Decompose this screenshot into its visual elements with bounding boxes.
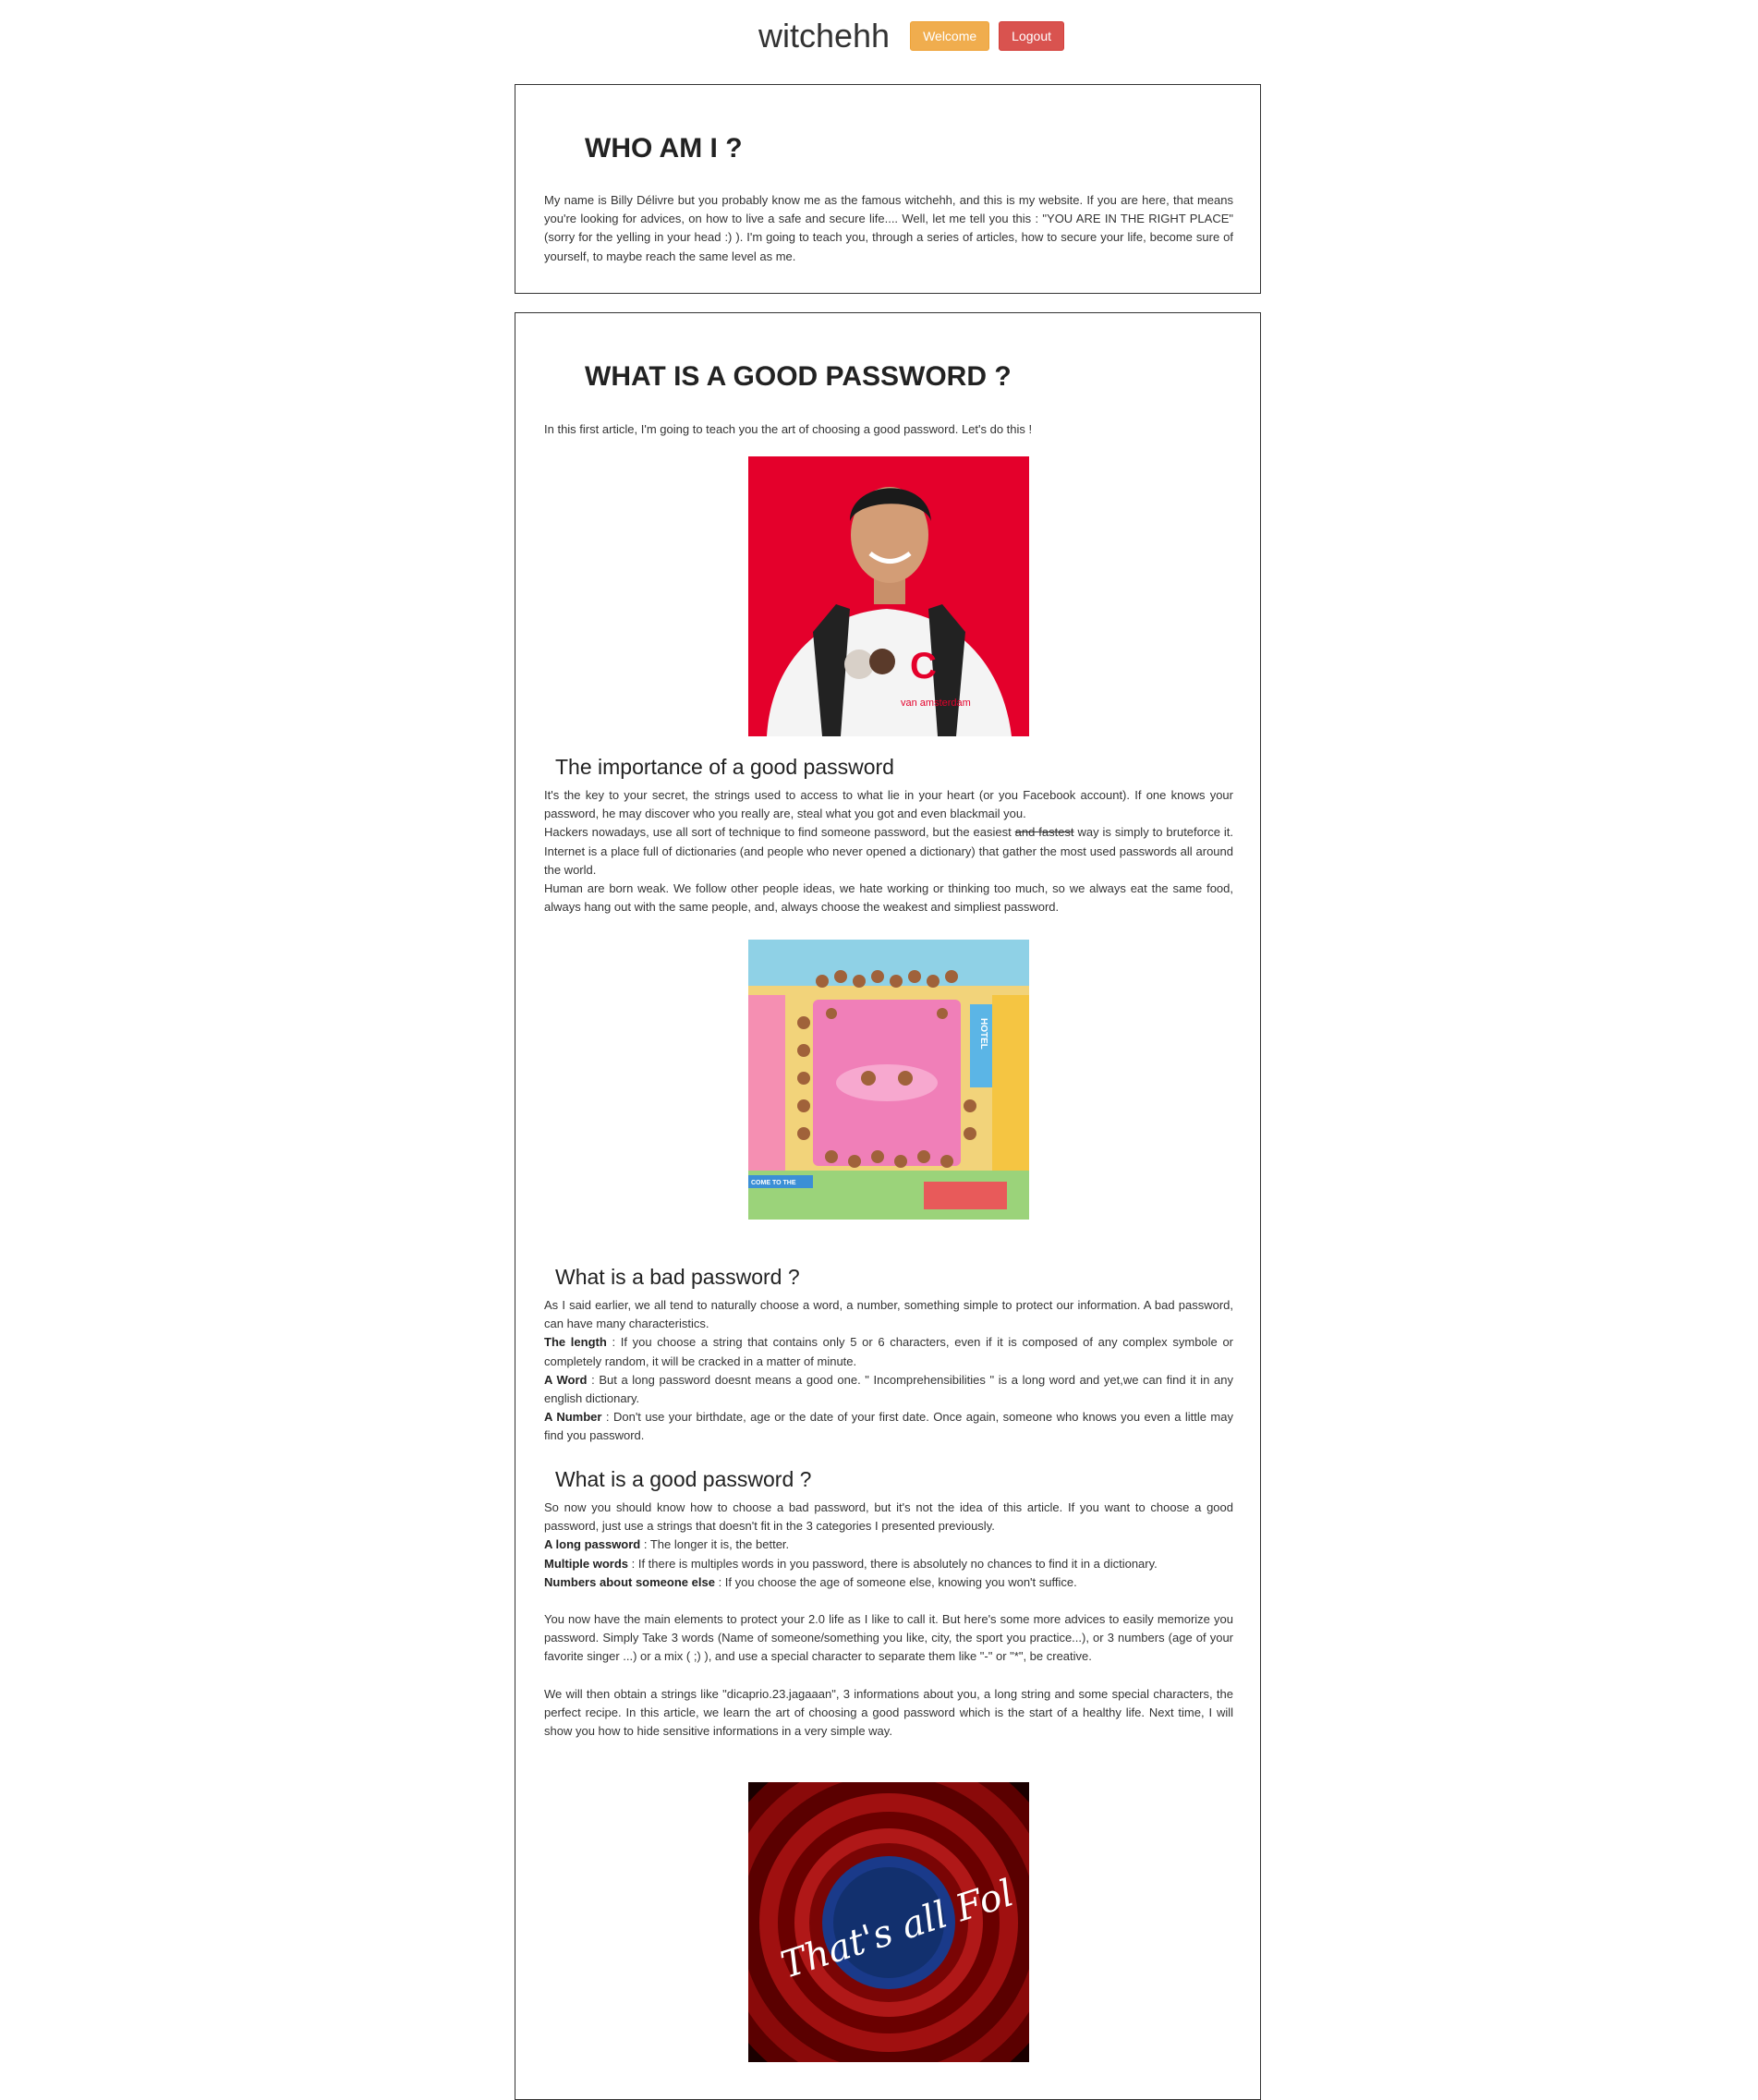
intro-paragraph: In this first article, I'm going to teach you the art of choosing a good password. Let's do this ! <box>544 422 1033 436</box>
smiling-man-image <box>748 456 1029 736</box>
good-password-p1: So now you should know how to choose a bad password, but it's not the idea of this article. If you want to choose a good password, just use a strings that doesn't fit in the 3 categories I presented previously. <box>544 1500 1233 1534</box>
article-card <box>515 312 1261 2100</box>
importance-text <box>544 786 1233 916</box>
importance-heading: The importance of a good password <box>555 755 894 779</box>
good-multi-item: Multiple words : If there is multiples words in you password, there is absolutely no chances to find it in a dictionary. <box>544 1556 1158 1571</box>
good-password-p2: You now have the main elements to protect your 2.0 life as I like to call it. But here's some more advices to easily memorize you password. Simply Take 3 words (Name of someone/something you like, city, the sport you practice...), or 3 numbers (age of your favorite singer ...) or a mix ( ;) ), and use a special character to separate them like "-" or "*", be creative. <box>544 1612 1233 1664</box>
who-am-i-card <box>515 84 1261 294</box>
thats-all-text: That's all Fol <box>776 1872 1019 1987</box>
welcome-button[interactable]: Welcome <box>910 21 989 51</box>
bad-length-item: The length : If you choose a string that contains only 5 or 6 characters, even if it is composed of any complex symbole or completely random, it will be cracked in a matter of minute. <box>544 1335 1233 1368</box>
bad-password-p1: As I said earlier, we all tend to naturally choose a word, a number, something simple to protect our information. A bad password, can have many characteristics. <box>544 1298 1233 1331</box>
bad-password-heading: What is a bad password ? <box>555 1265 800 1289</box>
importance-p1: It's the key to your secret, the strings used to access to what lie in your heart (or you Facebook account). If one knows your password, he may discover who you really are, steal what you got and even blackmail you. <box>544 788 1233 821</box>
article-intro <box>544 420 1233 439</box>
bad-word-item: A Word : But a long password doesnt means a good one. " Incomprehensibilities " is a long word and yet,we can find it in any english dictionary. <box>544 1372 1233 1406</box>
shirt-text: van amsterdam <box>901 698 971 709</box>
bad-password-text <box>544 1296 1233 1446</box>
banner-text: COME TO THE <box>751 1180 796 1186</box>
good-password-p3: We will then obtain a strings like "dicaprio.23.jagaaan", 3 informations about you, a long string and some special characters, the perfect recipe. In this article, we learn the art of choosing a good password which is the start of a healthy life. Next time, I will show you how to hide sensitive informations in a very simple way. <box>544 1686 1233 1739</box>
svg-text:C: C <box>910 646 937 686</box>
good-long-item: A long password : The longer it is, the better. <box>544 1537 790 1552</box>
who-am-i-paragraph: My name is Billy Délivre but you probably know me as the famous witchehh, and this is my website. If you are here, that means you're looking for advices, on how to live a safe and secure life.... Well, let me tell you this : "YOU ARE IN THE RIGHT PLACE" (sorry for the yelling in your head :) ). I'm going to teach you, through a series of articles, how to secure your life, become sure of yourself, to maybe reach the same level as me. <box>544 193 1233 263</box>
who-am-i-title: WHO AM I ? <box>585 133 743 164</box>
good-numbers-item: Numbers about someone else : If you choose the age of someone else, knowing you won't suffice. <box>544 1574 1077 1589</box>
header <box>0 17 1758 55</box>
logout-button[interactable]: Logout <box>999 21 1064 51</box>
importance-p2: Hackers nowadays, use all sort of technique to find someone password, but the easiest and fastest way is simply to bruteforce it. Internet is a place full of dictionaries (and people who never opened a dictionary) that gather the most used passwords all around the world. <box>544 825 1233 877</box>
bad-number-item: A Number : Don't use your birthdate, age or the date of your first date. Once again, someone who knows you even a little may find you password. <box>544 1410 1233 1443</box>
good-password-heading: What is a good password ? <box>555 1467 812 1491</box>
good-password-text <box>544 1499 1233 1741</box>
pixel-crowd-image <box>748 940 1029 1220</box>
site-title[interactable]: witchehh <box>758 17 891 55</box>
article-title: WHAT IS A GOOD PASSWORD ? <box>585 361 1012 392</box>
who-am-i-text <box>544 191 1233 266</box>
thats-all-folks-image <box>748 1782 1029 2062</box>
hotel-sign: HOTEL <box>978 1018 988 1050</box>
importance-p3: Human are born weak. We follow other people ideas, we hate working or thinking too much, so we always eat the same food, always hang out with the same people, and, always choose the weakest and simpliest password. <box>544 881 1233 915</box>
